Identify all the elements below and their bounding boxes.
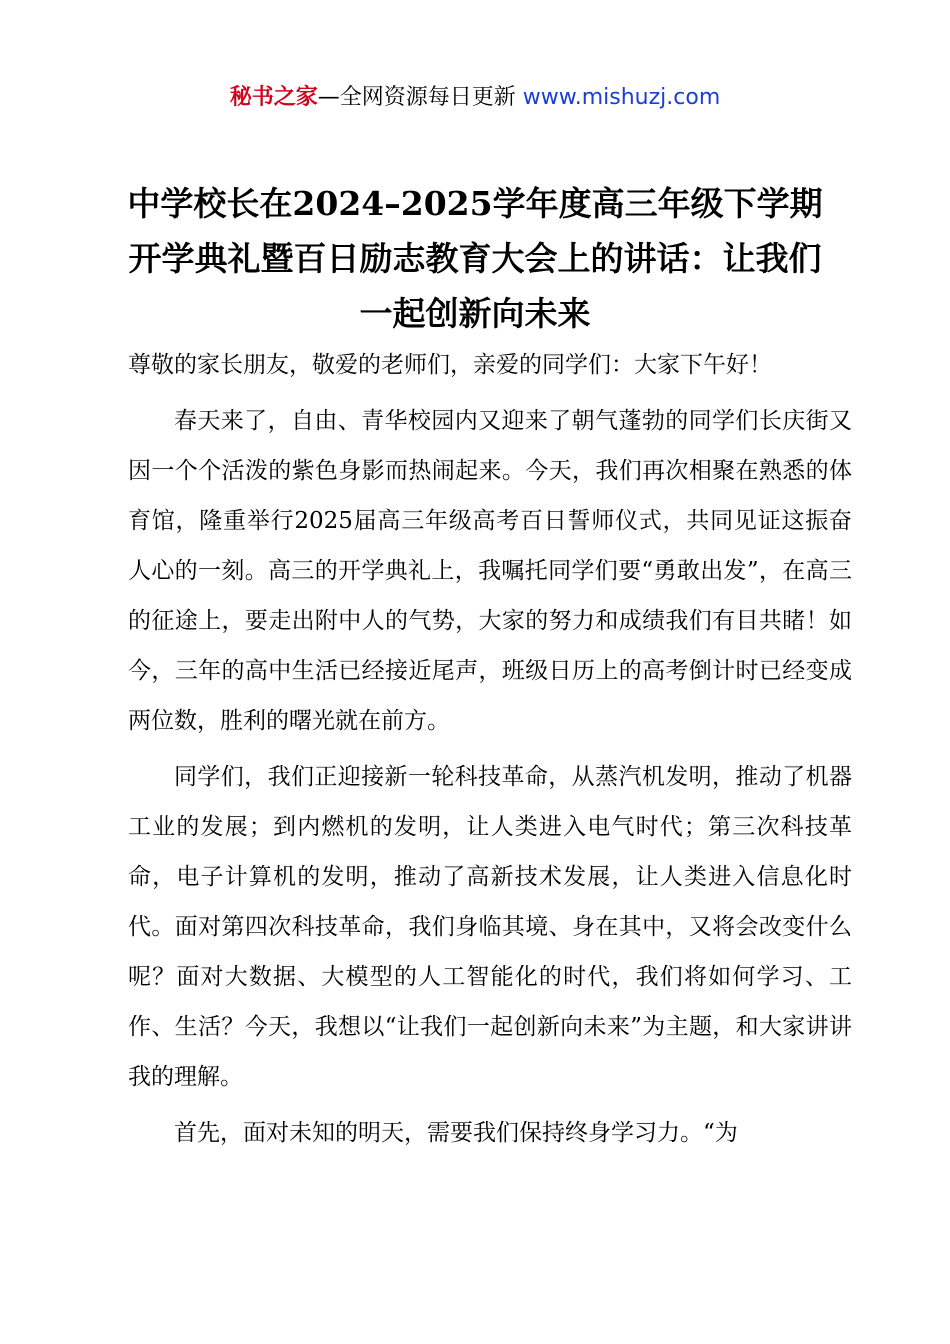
document-body: [128, 340, 852, 1158]
site-url[interactable]: www.mishuzj.com: [522, 85, 721, 110]
brand-name: 秘书之家: [229, 85, 318, 110]
paragraph-1: 春天来了，自由、青华校园内又迎来了朝气蓬勃的同学们长庆街又因一个个活泼的紫色身影而热闹起来。今天，我们再次相聚在熟悉的体育馆，隆重举行2025届高三年级高考百日誓师仪式，共同见证这振奋人心的一刻。高三的开学典礼上，我嘱托同学们要“勇敢出发”，在高三的征途上，要走出附中人的气势，大家的努力和成绩我们有目共睹！如今，三年的高中生活已经接近尾声，班级日历上的高考倒计时已经变成两位数，胜利的曙光就在前方。: [128, 408, 852, 734]
salutation: 尊敬的家长朋友，敬爱的老师们，亲爱的同学们：大家下午好！: [128, 352, 772, 378]
site-tagline: —全网资源每日更新: [317, 85, 523, 110]
site-header: [0, 80, 950, 111]
paragraph-3: 首先，面对未知的明天，需要我们保持终身学习力。“为: [174, 1120, 738, 1146]
paragraph-2: 同学们，我们正迎接新一轮科技革命，从蒸汽机发明，推动了机器工业的发展；到内燃机的发明，让人类进入电气时代；第三次科技革命，电子计算机的发明，推动了高新技术发展，让人类进入信息化时代。面对第四次科技革命，我们身临其境、身在其中，又将会改变什么呢？面对大数据、大模型的人工智能化的时代，我们将如何学习、工作、生活？今天，我想以“让我们一起创新向未来”为主题，和大家讲讲我的理解。: [128, 764, 852, 1090]
document-title: 中学校长在2024–2025学年度高三年级下学期开学典礼暨百日励志教育大会上的讲话：让我们一起创新向未来: [127, 184, 823, 333]
